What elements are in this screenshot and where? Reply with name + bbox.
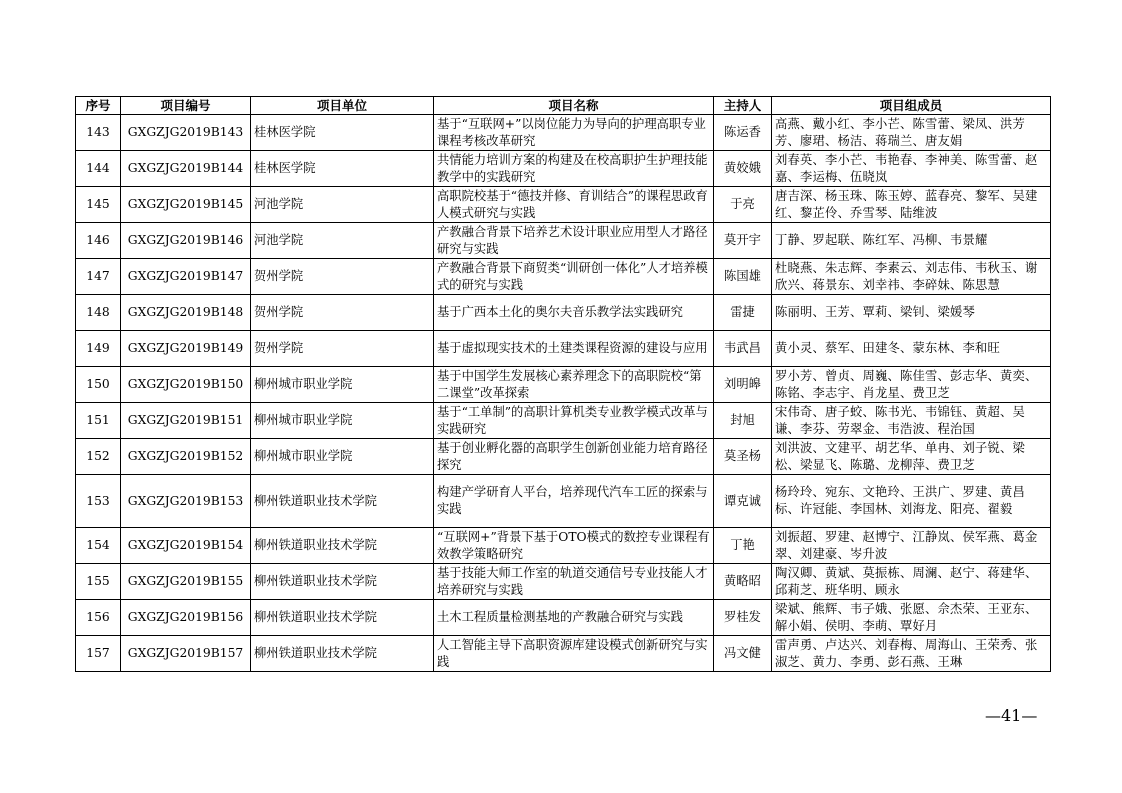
cell-code: GXGZJG2019B144 (121, 151, 251, 187)
table-row (76, 439, 1051, 475)
cell-unit: 桂林医学院 (251, 151, 434, 187)
cell-no: 150 (76, 367, 121, 403)
table-row (76, 259, 1051, 295)
cell-code: GXGZJG2019B147 (121, 259, 251, 295)
cell-title: 基于“互联网+”以岗位能力为导向的护理高职专业课程考核改革研究 (434, 115, 714, 151)
cell-members: 陈丽明、王芳、覃莉、梁钊、梁媛琴 (772, 295, 1051, 331)
table-row (76, 223, 1051, 259)
cell-unit: 河池学院 (251, 223, 434, 259)
table-row (76, 475, 1051, 528)
cell-host: 刘明皞 (714, 367, 772, 403)
cell-code: GXGZJG2019B155 (121, 564, 251, 600)
cell-unit: 桂林医学院 (251, 115, 434, 151)
header-members: 项目组成员 (772, 97, 1051, 115)
table-row (76, 115, 1051, 151)
cell-code: GXGZJG2019B150 (121, 367, 251, 403)
cell-no: 149 (76, 331, 121, 367)
cell-no: 144 (76, 151, 121, 187)
cell-title: 基于“工单制”的高职计算机类专业教学模式改革与实践研究 (434, 403, 714, 439)
cell-title: 土木工程质量检测基地的产教融合研究与实践 (434, 600, 714, 636)
cell-members: 杜晓燕、朱志辉、李素云、刘志伟、韦秋玉、谢欣兴、蒋景东、刘幸祎、李碎妹、陈思慧 (772, 259, 1051, 295)
cell-title: 共情能力培训方案的构建及在校高职护生护理技能教学中的实践研究 (434, 151, 714, 187)
cell-unit: 柳州铁道职业技术学院 (251, 475, 434, 528)
cell-host: 黄略昭 (714, 564, 772, 600)
project-table (75, 96, 1051, 672)
cell-no: 143 (76, 115, 121, 151)
cell-code: GXGZJG2019B146 (121, 223, 251, 259)
cell-host: 黄姣娥 (714, 151, 772, 187)
cell-title: 构建产学研育人平台，培养现代汽车工匠的探索与实践 (434, 475, 714, 528)
cell-no: 147 (76, 259, 121, 295)
cell-title: 产教融合背景下商贸类“训研创一体化”人才培养模式的研究与实践 (434, 259, 714, 295)
cell-no: 146 (76, 223, 121, 259)
cell-unit: 柳州铁道职业技术学院 (251, 636, 434, 672)
cell-members: 丁静、罗起联、陈红军、冯柳、韦景耀 (772, 223, 1051, 259)
cell-title: “互联网+”背景下基于OTO模式的数控专业课程有效教学策略研究 (434, 528, 714, 564)
cell-host: 罗桂发 (714, 600, 772, 636)
header-code: 项目编号 (121, 97, 251, 115)
cell-code: GXGZJG2019B154 (121, 528, 251, 564)
cell-title: 产教融合背景下培养艺术设计职业应用型人才路径研究与实践 (434, 223, 714, 259)
cell-no: 151 (76, 403, 121, 439)
cell-title: 基于广西本土化的奥尔夫音乐教学法实践研究 (434, 295, 714, 331)
cell-members: 唐吉深、杨玉珠、陈玉婷、蓝春亮、黎军、吴建红、黎芷伶、乔雪琴、陆维波 (772, 187, 1051, 223)
cell-no: 156 (76, 600, 121, 636)
cell-code: GXGZJG2019B145 (121, 187, 251, 223)
cell-title: 基于虚拟现实技术的土建类课程资源的建设与应用 (434, 331, 714, 367)
cell-no: 152 (76, 439, 121, 475)
cell-members: 梁斌、熊辉、韦子娥、张愿、佘杰荣、王亚东、解小娟、侯明、李萌、覃好月 (772, 600, 1051, 636)
cell-members: 刘振超、罗建、赵博宁、江静岚、侯军燕、葛金翠、刘建豪、岑升波 (772, 528, 1051, 564)
cell-host: 封旭 (714, 403, 772, 439)
cell-host: 陈国雄 (714, 259, 772, 295)
cell-unit: 河池学院 (251, 187, 434, 223)
cell-no: 145 (76, 187, 121, 223)
cell-members: 黄小灵、蔡军、田建冬、蒙东林、李和旺 (772, 331, 1051, 367)
cell-unit: 柳州铁道职业技术学院 (251, 528, 434, 564)
table-row (76, 600, 1051, 636)
cell-members: 陶汉卿、黄斌、莫振栋、周澜、赵宁、蒋建华、邱莉芝、班华明、顾永 (772, 564, 1051, 600)
table-row (76, 564, 1051, 600)
cell-members: 刘春英、李小芒、韦艳春、李神美、陈雪蕾、赵嘉、李运梅、伍晓岚 (772, 151, 1051, 187)
cell-members: 刘洪波、文建平、胡艺华、单冉、刘子锐、梁松、梁显飞、陈璐、龙柳萍、费卫芝 (772, 439, 1051, 475)
table-row (76, 331, 1051, 367)
table-row (76, 295, 1051, 331)
table-row (76, 187, 1051, 223)
cell-title: 基于中国学生发展核心素养理念下的高职院校“第二课堂”改革探索 (434, 367, 714, 403)
header-host: 主持人 (714, 97, 772, 115)
cell-code: GXGZJG2019B148 (121, 295, 251, 331)
cell-no: 157 (76, 636, 121, 672)
table-row (76, 367, 1051, 403)
cell-code: GXGZJG2019B156 (121, 600, 251, 636)
cell-title: 高职院校基于“德技并修、育训结合”的课程思政育人模式研究与实践 (434, 187, 714, 223)
cell-no: 148 (76, 295, 121, 331)
cell-host: 莫开宇 (714, 223, 772, 259)
cell-members: 宋伟奇、唐子蛟、陈书光、韦锦钰、黄超、吴谦、李芬、劳翠金、韦浩波、程治国 (772, 403, 1051, 439)
cell-code: GXGZJG2019B149 (121, 331, 251, 367)
cell-code: GXGZJG2019B157 (121, 636, 251, 672)
header-title: 项目名称 (434, 97, 714, 115)
cell-unit: 柳州铁道职业技术学院 (251, 600, 434, 636)
cell-host: 冯文健 (714, 636, 772, 672)
cell-host: 雷捷 (714, 295, 772, 331)
cell-host: 莫圣杨 (714, 439, 772, 475)
cell-host: 陈运香 (714, 115, 772, 151)
cell-unit: 柳州铁道职业技术学院 (251, 564, 434, 600)
cell-host: 韦武昌 (714, 331, 772, 367)
cell-title: 基于创业孵化器的高职学生创新创业能力培育路径探究 (434, 439, 714, 475)
cell-host: 丁艳 (714, 528, 772, 564)
cell-title: 人工智能主导下高职资源库建设模式创新研究与实践 (434, 636, 714, 672)
table-row (76, 151, 1051, 187)
cell-unit: 柳州城市职业学院 (251, 367, 434, 403)
table-row (76, 403, 1051, 439)
cell-no: 155 (76, 564, 121, 600)
cell-unit: 柳州城市职业学院 (251, 439, 434, 475)
table-header-row (76, 97, 1051, 115)
table-row (76, 528, 1051, 564)
cell-title: 基于技能大师工作室的轨道交通信号专业技能人才培养研究与实践 (434, 564, 714, 600)
cell-unit: 贺州学院 (251, 331, 434, 367)
cell-code: GXGZJG2019B152 (121, 439, 251, 475)
header-unit: 项目单位 (251, 97, 434, 115)
cell-code: GXGZJG2019B151 (121, 403, 251, 439)
page-number: —41— (985, 706, 1038, 725)
cell-members: 罗小芳、曾贞、周巍、陈佳雪、彭志华、黄奕、陈铭、李志宇、肖龙星、费卫芝 (772, 367, 1051, 403)
cell-code: GXGZJG2019B153 (121, 475, 251, 528)
cell-code: GXGZJG2019B143 (121, 115, 251, 151)
cell-no: 153 (76, 475, 121, 528)
cell-unit: 柳州城市职业学院 (251, 403, 434, 439)
table-row (76, 636, 1051, 672)
cell-no: 154 (76, 528, 121, 564)
header-no: 序号 (76, 97, 121, 115)
cell-host: 于亮 (714, 187, 772, 223)
cell-host: 谭克诚 (714, 475, 772, 528)
cell-members: 杨玲玲、宛东、文艳玲、王洪广、罗建、黄昌标、许冠能、李国林、刘海龙、阳亮、翟毅 (772, 475, 1051, 528)
cell-unit: 贺州学院 (251, 295, 434, 331)
cell-members: 高燕、戴小红、李小芒、陈雪蕾、梁凤、洪芳芳、廖珺、杨洁、蒋瑞兰、唐友娟 (772, 115, 1051, 151)
cell-members: 雷声勇、卢达兴、刘春梅、周海山、王荣秀、张淑芝、黄力、李勇、彭石燕、王琳 (772, 636, 1051, 672)
cell-unit: 贺州学院 (251, 259, 434, 295)
